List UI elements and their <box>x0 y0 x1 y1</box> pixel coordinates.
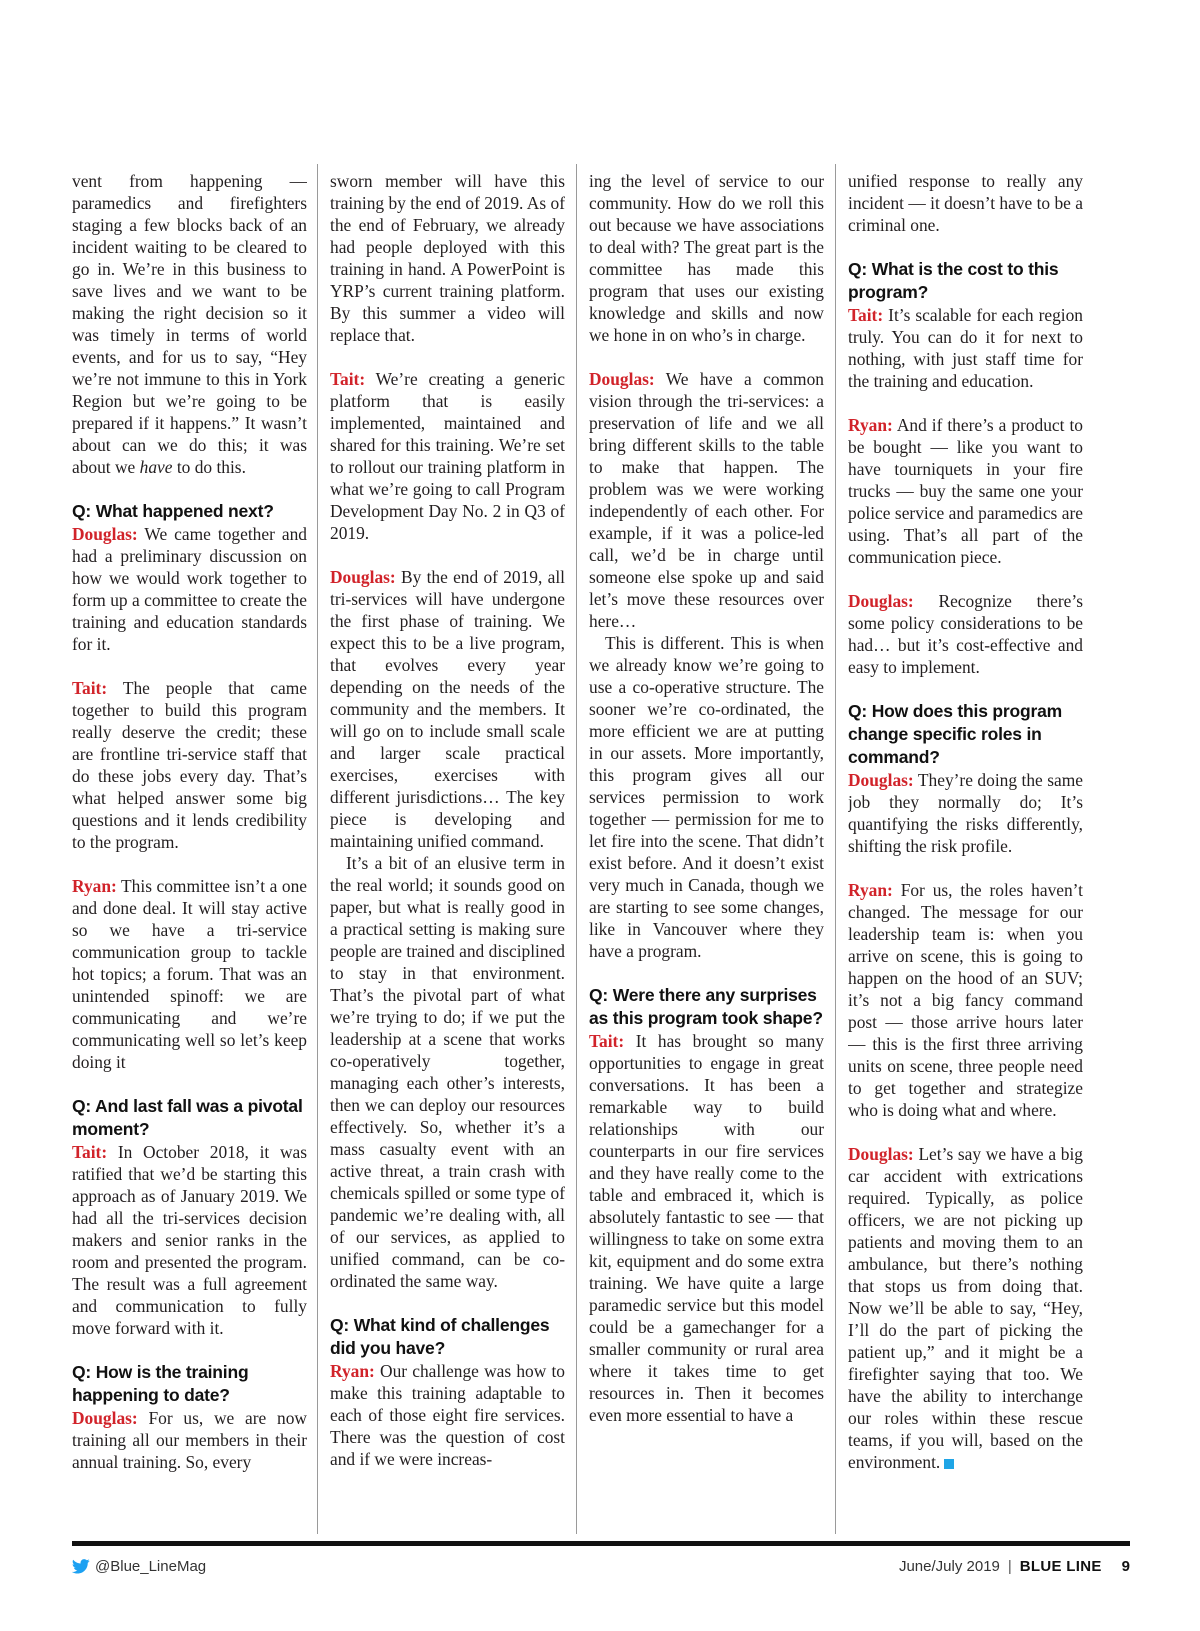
speaker-name: Ryan: <box>848 880 893 900</box>
speaker-name: Douglas: <box>848 591 914 611</box>
speaker-name: Tait: <box>330 369 366 389</box>
question-heading: Q: How is the training happening to date? <box>72 1362 249 1405</box>
end-of-article-mark <box>944 1459 954 1469</box>
answer: Tait: It has brought so many opportunities to engage in great conversations. It has been a remarkable way to build relationships with our counterparts in our fire services and they have really come to the table and embraced it, which is absolutely fantastic to see — that willingness to take on some extra kit, equipment and do some extra training. We have quite a large paramedic service but this model could be a gamechanger for a smaller community or rural area where it takes time to get resources in. Then it becomes even more essential to have a <box>589 1031 824 1425</box>
answer: Ryan: Our challenge was how to make this training adaptable to each of those eight fire services. There was the question of cost and if we were increas- <box>330 1361 565 1469</box>
issue-date: June/July 2019 <box>898 1558 1000 1575</box>
twitter-credit[interactable] <box>72 1558 206 1575</box>
answer: Ryan: This committee isn’t a one and done deal. It will stay active so we have a tri-service communication group to tackle hot topics; a forum. That was an unintended spinoff: we are communicating and we’re communicating well so let’s keep doing it <box>72 876 307 1072</box>
paragraph: This is different. This is when we already know we’re going to use a co-operative structure. The sooner we’re co-ordinated, the more efficient we are at putting in our assets. More importantly, this program gives all our services permission to work together — permission for me to let fire into the scene. That didn’t exist before. And it doesn’t exist very much in Canada, though we are starting to see some changes, like in Vancouver where they have a program. <box>589 633 824 961</box>
paragraph: ing the level of service to our community. How do we roll this out because we have associations to deal with? The great part is the committee has made this program that uses our existing knowledge and skills and now we hone in on who’s in charge. <box>589 171 824 345</box>
answer: Douglas: They’re doing the same job they normally do; It’s quantifying the risks differently, shifting the risk profile. <box>848 770 1083 856</box>
column-3 <box>589 170 824 1540</box>
speaker-name: Ryan: <box>848 415 893 435</box>
column-4 <box>848 170 1083 1540</box>
answer: Tait: We’re creating a generic platform that is easily implemented, maintained and shared for this training. We’re set to rollout our training platform in what we’re going to call Program Development Day No. 2 in Q3 of 2019. <box>330 369 565 543</box>
question-heading: Q: What happened next? <box>72 501 274 521</box>
question-heading: Q: What is the cost to this program? <box>848 259 1059 302</box>
column-1 <box>72 170 307 1540</box>
speaker-name: Tait: <box>72 678 108 698</box>
page-number: 9 <box>1121 1558 1130 1575</box>
article-body <box>72 170 1130 1540</box>
speaker-name: Ryan: <box>330 1361 375 1381</box>
speaker-name: Douglas: <box>848 1144 914 1164</box>
folio-separator: | <box>1007 1558 1012 1575</box>
magazine-name: BLUE LINE <box>1019 1558 1102 1575</box>
answer: Ryan: And if there’s a product to be bought — like you want to have tourniquets in your fire trucks — buy the same one your police service and paramedics are using. That’s all part of the communication piece. <box>848 415 1083 567</box>
question-heading: Q: What kind of challenges did you have? <box>330 1315 550 1358</box>
answer: Douglas: We have a common vision through the tri-services: a preservation of life and we all bring different skills to the table to make that happen. The problem was we were working independently of each other. For example, if it was a police-led call, we’d be in charge until someone else spoke up and said let’s move these resources over here… <box>589 369 824 631</box>
answer: Douglas: By the end of 2019, all tri-services will have undergone the first phase of training. We expect this to be a live program, that evolves every year depending on the needs of the community and the members. It will go on to include small scale and larger scale practical exercises, exercises with different jurisdictions… The key piece is developing and maintaining unified command. <box>330 567 565 851</box>
paragraph: It’s a bit of an elusive term in the real world; it sounds good on paper, but what is really good in a practical setting is making sure people are trained and disciplined to stay in that environment. That’s the pivotal part of what we’re trying to do; if we put the leadership at a scene that works co-operatively together, managing each other’s interests, then we can deploy our resources effectively. So, whether it’s a mass casualty event with an active threat, a train crash with chemicals spilled or some type of pandemic we’re dealing with, all of our services, as applied to unified command, can be co-ordinated the same way. <box>330 853 565 1291</box>
answer: Tait: In October 2018, it was ratified that we’d be starting this approach as of January 2019. We had all the tri-services decision makers and senior ranks in the room and presented the program. The result was a full agreement and communication to fully move forward with it. <box>72 1142 307 1338</box>
answer: Tait: The people that came together to build this program really deserve the credit; these are frontline tri-service staff that do these jobs every day. That’s what helped answer some big questions and it lends credibility to the program. <box>72 678 307 852</box>
paragraph: unified response to really any incident — it doesn’t have to be a criminal one. <box>848 171 1083 235</box>
speaker-name: Douglas: <box>330 567 396 587</box>
answer: Douglas: We came together and had a preliminary discussion on how we would work together to form up a committee to create the training and education standards for it. <box>72 524 307 654</box>
answer: Douglas: For us, we are now training all our members in their annual training. So, every <box>72 1408 307 1472</box>
folio <box>899 1558 1130 1575</box>
speaker-name: Ryan: <box>72 876 117 896</box>
paragraph: sworn member will have this training by the end of 2019. As of the end of February, we already had people deployed with this training in hand. A PowerPoint is YRP’s current training platform. By this summer a video will replace that. <box>330 171 565 345</box>
speaker-name: Douglas: <box>72 1408 138 1428</box>
paragraph: vent from happening — paramedics and firefighters staging a few blocks back of an incident waiting to be cleared to go in. We’re in this business to save lives and we want to be making the right decision so it was timely in terms of world events, and for us to say, “Hey we’re not immune to this in York Region but we’re going to be prepared if it happens.” It wasn’t about can we do this; it was about we have to do this. <box>72 171 307 477</box>
twitter-icon <box>72 1559 90 1574</box>
page-footer <box>72 1556 1130 1580</box>
speaker-name: Douglas: <box>72 524 138 544</box>
footer-rule <box>72 1541 1130 1546</box>
question-heading: Q: And last fall was a pivotal moment? <box>72 1096 303 1139</box>
column-2 <box>330 170 565 1540</box>
speaker-name: Douglas: <box>589 369 655 389</box>
speaker-name: Tait: <box>848 305 884 325</box>
speaker-name: Douglas: <box>848 770 914 790</box>
question-heading: Q: How does this program change specific roles in command? <box>848 701 1062 767</box>
answer: Ryan: For us, the roles haven’t changed. The message for our leadership team is: when you arrive on scene, this is going to happen on the hood of an SUV; it’s not a big fancy command post — those arrive hours later — this is the first three arriving units on scene, three people need to get together and strategize who is doing what and where. <box>848 880 1083 1120</box>
twitter-handle: @Blue_LineMag <box>95 1558 207 1575</box>
answer: Douglas: Let’s say we have a big car accident with extrications required. Typically, as police officers, we are not picking up patients and moving them to an ambulance, but there’s nothing that stops us from doing that. Now we’ll be able to say, “Hey, I’ll do the part of picking the patient up,” and it might be a firefighter saying that too. We have the ability to interchange our roles within these rescue teams, if you will, based on the environment. <box>848 1144 1083 1472</box>
speaker-name: Tait: <box>589 1031 625 1051</box>
speaker-name: Tait: <box>72 1142 108 1162</box>
answer: Douglas: Recognize there’s some policy considerations to be had… but it’s cost-effective and easy to implement. <box>848 591 1083 677</box>
question-heading: Q: Were there any surprises as this program took shape? <box>589 985 823 1028</box>
answer: Tait: It’s scalable for each region truly. You can do it for next to nothing, with just staff time for the training and education. <box>848 305 1083 391</box>
